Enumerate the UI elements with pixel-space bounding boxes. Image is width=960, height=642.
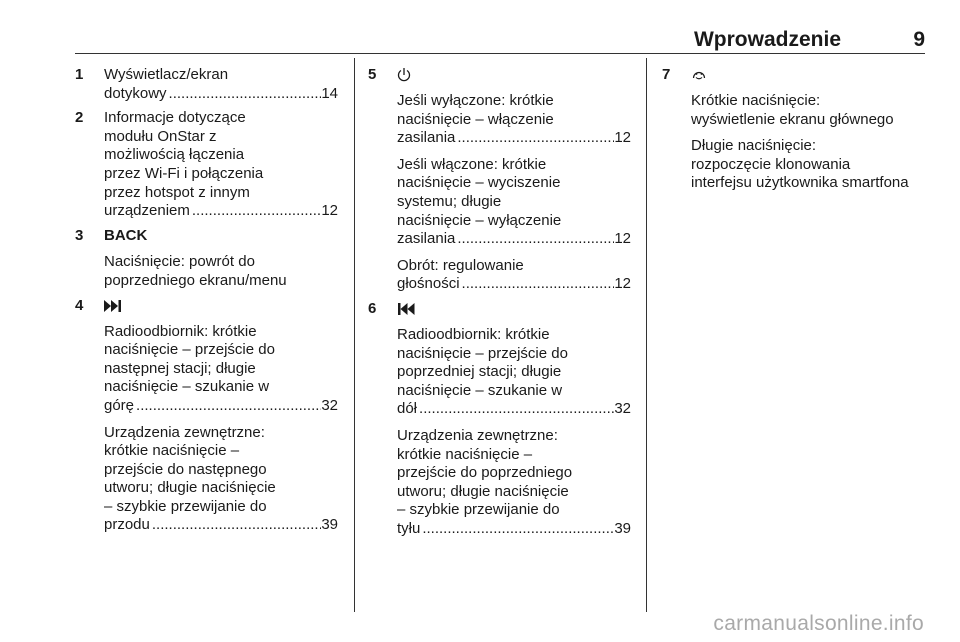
- item-text: utworu; długie naciśnięcie: [397, 482, 569, 500]
- page-reference[interactable]: [104, 397, 338, 416]
- item-number: 1: [75, 66, 84, 83]
- item-text: naciśnięcie – przejście do: [104, 341, 275, 359]
- leader-dots: [190, 202, 321, 221]
- ref-text: górę: [104, 396, 135, 414]
- item-paragraph: [691, 92, 930, 129]
- item-text: Jeśli wyłączone: krótkie: [397, 92, 554, 109]
- item-text: Urządzenia zewnętrzne:: [397, 426, 558, 444]
- item-text: następnej stacji; długie: [104, 359, 256, 377]
- item-text: Jeśli włączone: krótkie: [397, 155, 547, 173]
- item-text: Długie naciśnięcie:: [691, 137, 817, 155]
- leader-dots: [420, 520, 614, 539]
- item-text: Urządzenia zewnętrzne:: [104, 423, 265, 441]
- ref-page: 39: [321, 516, 338, 534]
- list-item-5: [368, 66, 631, 294]
- list-item-6: [368, 300, 631, 539]
- list-item-7: [662, 66, 930, 193]
- ref-text: dotykowy: [104, 84, 167, 102]
- item-paragraph: [104, 253, 338, 290]
- item-text: Informacje dotyczące: [104, 109, 246, 127]
- item-number: 3: [75, 226, 84, 244]
- leader-dots: [455, 230, 614, 249]
- list-item-1: [75, 66, 338, 103]
- column-2: [368, 66, 631, 538]
- item-number: 6: [368, 299, 377, 317]
- item-text: – szybkie przewijanie do: [104, 497, 267, 515]
- power-icon: [397, 66, 631, 84]
- page-reference[interactable]: [104, 85, 338, 104]
- ref-page: 32: [614, 400, 631, 418]
- smartphone-projection-icon: [691, 66, 930, 84]
- item-number: 7: [662, 66, 671, 83]
- item-text: interfejsu użytkownika smartfona: [691, 174, 909, 192]
- ref-page: 39: [614, 519, 631, 537]
- ref-text: przodu: [104, 516, 150, 534]
- ref-text: dół: [397, 400, 418, 418]
- item-paragraph: [397, 326, 631, 419]
- item-text: Radioodbiornik: krótkie: [104, 322, 257, 340]
- item-paragraph: [397, 156, 631, 249]
- page-reference[interactable]: [397, 230, 631, 249]
- item-text: naciśnięcie – przejście do: [397, 344, 568, 362]
- ref-page: 12: [321, 202, 338, 220]
- item-text: poprzedniego ekranu/menu: [104, 271, 287, 289]
- item-paragraph: [104, 424, 338, 536]
- item-text: – szybkie przewijanie do: [397, 501, 560, 519]
- leader-dots: [150, 516, 321, 535]
- ref-text: głośności: [397, 275, 460, 293]
- item-text: przez Wi-Fi i połączenia: [104, 164, 264, 182]
- ref-page: 14: [321, 84, 338, 102]
- column-1: [75, 66, 338, 535]
- item-text: Krótkie naciśnięcie:: [691, 92, 821, 109]
- page-number: 9: [913, 28, 925, 51]
- list-item-2: [75, 109, 338, 221]
- item-text: utworu; długie naciśnięcie: [104, 479, 276, 497]
- list-item-3: [75, 227, 338, 291]
- item-text: przez hotspot z innym: [104, 183, 250, 201]
- item-paragraph: [104, 323, 338, 416]
- item-text: naciśnięcie – wyciszenie: [397, 174, 561, 192]
- item-text: Obrót: regulowanie: [397, 256, 524, 274]
- ref-page: 32: [321, 396, 338, 414]
- item-text: wyświetlenie ekranu głównego: [691, 110, 894, 128]
- skip-back-icon: [397, 300, 631, 318]
- item-paragraph: [397, 257, 631, 294]
- ref-text: urządzeniem: [104, 202, 190, 220]
- ref-text: tyłu: [397, 519, 421, 537]
- column-divider-1: [354, 58, 355, 612]
- item-text: możliwością łączenia: [104, 146, 245, 164]
- item-text: krótkie naciśnięcie –: [104, 442, 240, 460]
- page-reference[interactable]: [397, 400, 631, 419]
- item-paragraph: [691, 137, 930, 193]
- ref-page: 12: [614, 275, 631, 293]
- item-text: naciśnięcie – szukanie w: [397, 381, 563, 399]
- page-title: Wprowadzenie: [693, 28, 841, 51]
- ref-page: 12: [614, 129, 631, 147]
- page-reference[interactable]: [397, 275, 631, 294]
- ref-text: zasilania: [397, 230, 456, 248]
- leader-dots: [460, 275, 615, 294]
- skip-forward-icon: [104, 297, 338, 315]
- item-text: modułu OnStar z: [104, 127, 217, 145]
- item-text: naciśnięcie – wyłączenie: [397, 211, 562, 229]
- leader-dots: [417, 400, 614, 419]
- leader-dots: [167, 85, 322, 104]
- page-reference[interactable]: [104, 202, 338, 221]
- ref-page: 12: [614, 230, 631, 248]
- header-rule: [75, 53, 925, 54]
- column-3: [662, 66, 930, 193]
- watermark: carmanualsonline.info: [713, 612, 924, 635]
- list-item-4: [75, 297, 338, 536]
- item-number: 5: [368, 66, 377, 83]
- item-text: systemu; długie: [397, 192, 502, 210]
- leader-dots: [455, 129, 614, 148]
- page-reference[interactable]: [397, 129, 631, 148]
- item-text: naciśnięcie – włączenie: [397, 110, 554, 128]
- page-header: [75, 24, 925, 52]
- item-text: przejście do poprzedniego: [397, 464, 573, 482]
- item-text: krótkie naciśnięcie –: [397, 445, 533, 463]
- item-text: naciśnięcie – szukanie w: [104, 378, 270, 396]
- item-text: Naciśnięcie: powrót do: [104, 253, 255, 271]
- item-heading: BACK: [104, 226, 148, 244]
- item-text: Radioodbiornik: krótkie: [397, 325, 550, 343]
- item-text: rozpoczęcie klonowania: [691, 155, 851, 173]
- item-text: przejście do następnego: [104, 460, 267, 478]
- item-text: poprzedniej stacji; długie: [397, 363, 562, 381]
- ref-text: zasilania: [397, 129, 456, 147]
- item-paragraph: [397, 427, 631, 539]
- item-text: Wyświetlacz/ekran: [104, 66, 229, 83]
- item-number: 2: [75, 109, 84, 127]
- column-divider-2: [646, 58, 647, 612]
- item-number: 4: [75, 296, 84, 314]
- item-paragraph: [397, 92, 631, 148]
- page-reference[interactable]: [397, 520, 631, 539]
- leader-dots: [134, 397, 321, 416]
- page-reference[interactable]: [104, 516, 338, 535]
